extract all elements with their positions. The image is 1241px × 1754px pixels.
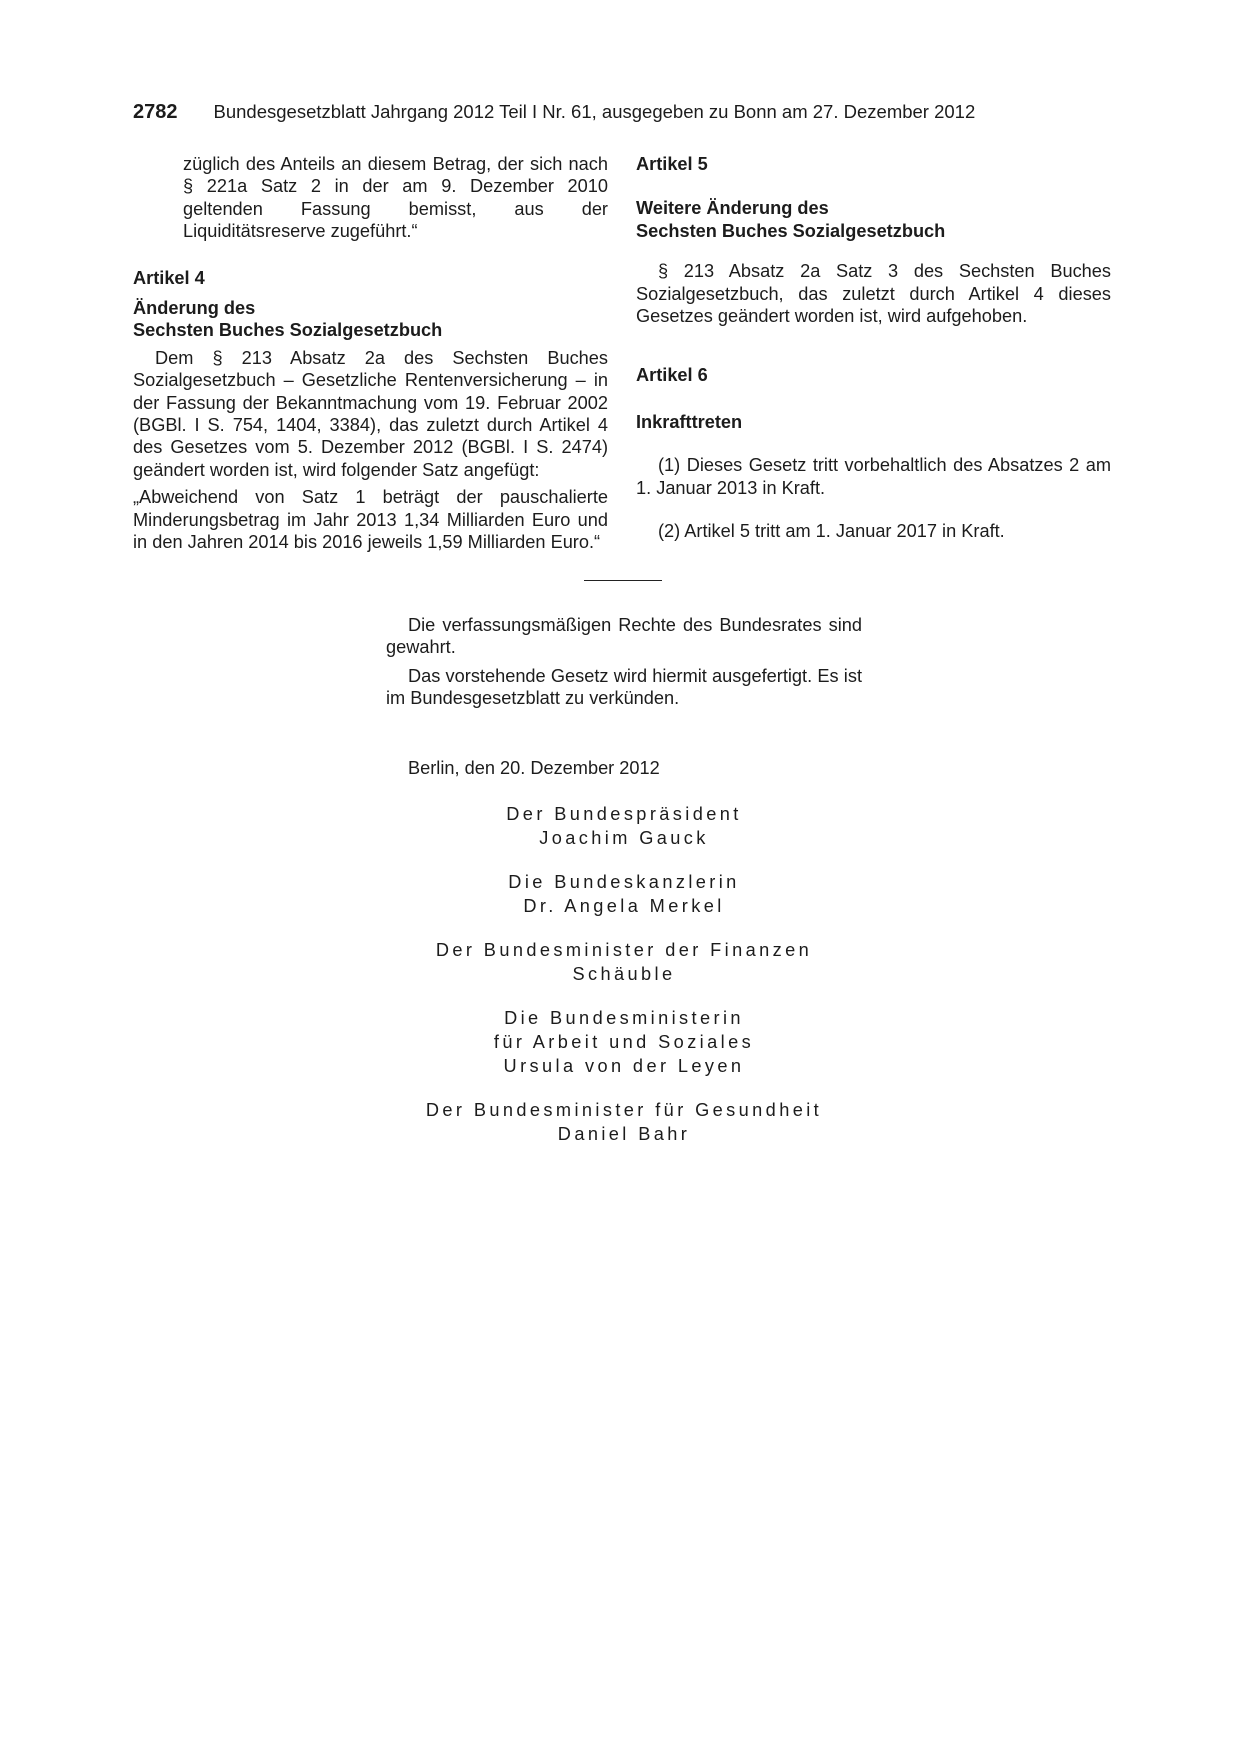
signatory-title-line2: für Arbeit und Soziales (493, 1032, 755, 1052)
signatory-name: Joachim Gauck (539, 828, 709, 848)
signature-labour-minister (386, 1006, 862, 1078)
article-5-paragraph: § 213 Absatz 2a Satz 3 des Sechsten Buches Sozialgesetzbuch, das zuletzt durch Artikel 4 dieses Gesetzes geändert worden ist, wird aufgehoben. (636, 261, 1111, 327)
signature-finance-minister (386, 938, 862, 986)
article-6-paragraph-1: (1) Dieses Gesetz tritt vorbehaltlich des Absatzes 2 am 1. Januar 2013 in Kraft. (636, 455, 1111, 498)
article-6-subheading: Inkrafttreten (636, 411, 743, 432)
article-4-paragraph: Dem § 213 Absatz 2a des Sechsten Buches Sozialgesetzbuch – Gesetzliche Rentenversicherung – in der Fassung der Bekanntmachung vom 19. Februar 2002 (BGBl. I S. 754, 1404, 3384), das zuletzt durch Artikel 4 des Gesetzes vom 5. Dezember 2012 (BGBl. I S. 2474) geändert worden ist, wird folgender Satz angefügt: (133, 347, 608, 480)
article-5-heading: Artikel 5 (636, 154, 708, 174)
closing-paragraph-1: Die verfassungsmäßigen Rechte des Bundesrates sind gewahrt. (386, 615, 862, 658)
signatory-title: Der Bundesminister für Gesundheit (425, 1100, 823, 1120)
right-column (636, 153, 1111, 542)
signatory-title: Die Bundeskanzlerin (508, 872, 740, 892)
closing-paragraph-2: Das vorstehende Gesetz wird hiermit ausgefertigt. Es ist im Bundesgesetzblatt zu verkünden. (386, 665, 862, 709)
page-header (133, 101, 1013, 124)
article-4-quote: „Abweichend von Satz 1 beträgt der pauschalierte Minderungsbetrag im Jahr 2013 1,34 Milliarden Euro und in den Jahren 2014 bis 2016 jeweils 1,59 Milliarden Euro.“ (133, 487, 608, 553)
continuation-paragraph: züglich des Anteils an diesem Betrag, der sich nach § 221a Satz 2 in der am 9. Dezember 2010 geltenden Fassung bemisst, aus der Liquiditätsreserve zugeführt.“ (183, 154, 608, 242)
article-5-subheading-line1: Weitere Änderung des (636, 198, 829, 219)
page-number: 2782 (133, 101, 178, 123)
signatory-title: Der Bundesminister der Finanzen (435, 940, 813, 960)
place-date: Berlin, den 20. Dezember 2012 (408, 758, 660, 778)
signatory-name: Dr. Angela Merkel (523, 896, 725, 916)
signatory-name: Schäuble (572, 964, 676, 984)
article-4-heading: Artikel 4 (133, 267, 205, 288)
article-5-subheading-line2: Sechsten Buches Sozialgesetzbuch (636, 220, 946, 241)
left-column (133, 153, 608, 554)
signature-block (386, 802, 862, 1166)
signatory-title: Der Bundespräsident (506, 804, 742, 824)
section-divider (584, 580, 662, 581)
signature-chancellor (386, 870, 862, 918)
signatory-title-line1: Die Bundesministerin (504, 1008, 744, 1028)
signature-health-minister (386, 1098, 862, 1146)
closing-formula (386, 614, 862, 710)
article-4-subheading-line2: Sechsten Buches Sozialgesetzbuch (133, 320, 443, 341)
article-4-subheading-line1: Änderung des (133, 298, 256, 319)
signatory-name: Ursula von der Leyen (503, 1056, 745, 1076)
article-6-heading: Artikel 6 (636, 365, 708, 386)
signatory-name: Daniel Bahr (557, 1124, 691, 1144)
gazette-title: Bundesgesetzblatt Jahrgang 2012 Teil I Nr. 61, ausgegeben zu Bonn am 27. Dezember 2012 (213, 101, 976, 122)
signature-president (386, 802, 862, 850)
article-6-paragraph-2: (2) Artikel 5 tritt am 1. Januar 2017 in Kraft. (658, 521, 1005, 542)
